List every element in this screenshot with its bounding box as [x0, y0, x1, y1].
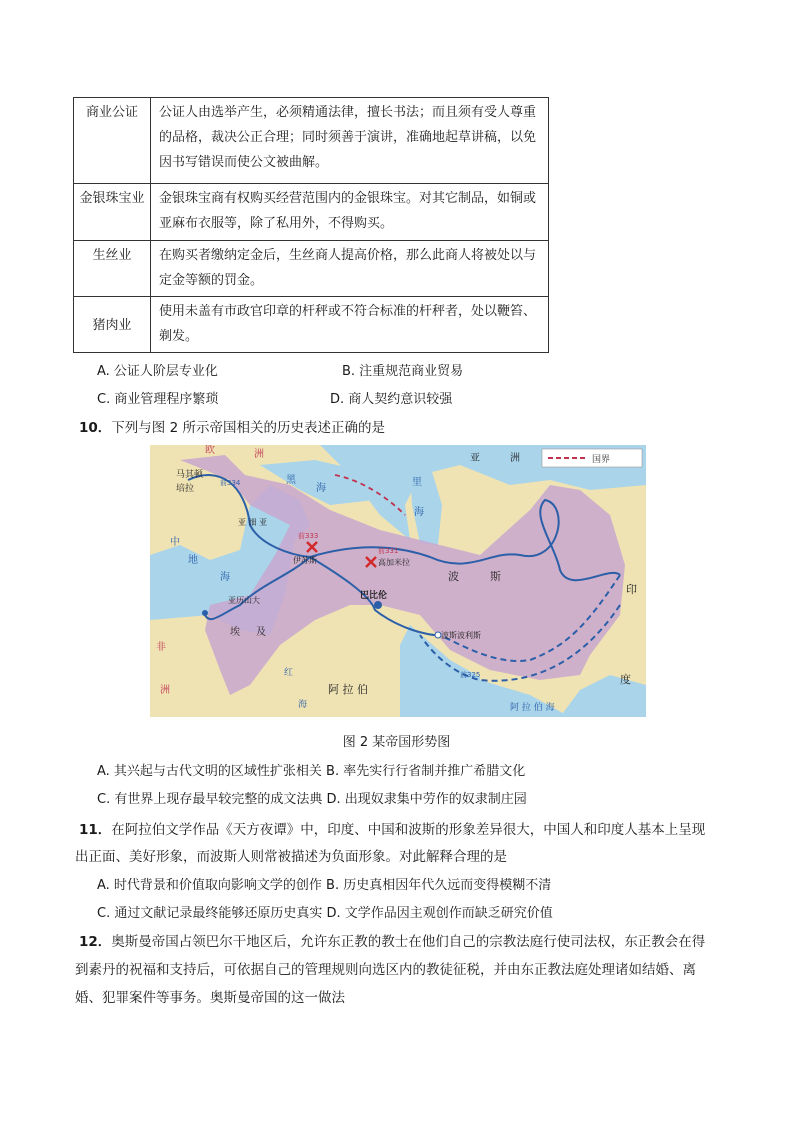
map-label: 海 [316, 483, 326, 494]
map-label: 洲 [254, 449, 264, 460]
table-cell-category: 金银珠宝业 [74, 184, 151, 241]
map-label: 非 [156, 642, 166, 653]
figure-caption: 图 2 某帝国形势图 [342, 735, 451, 750]
question-stem-continued: 到素丹的祝福和支持后，可依据自己的管理规则向选区内的教徒征税，并由东正教法庭处理诸如结婚、离 [75, 962, 696, 978]
map-label: 伊苏斯 [293, 556, 317, 565]
question-12 [79, 930, 705, 950]
map-label: 培拉 [176, 484, 195, 494]
map-label: 前325 [460, 671, 481, 679]
map-label: 洲 [510, 453, 520, 464]
map-label: 海 [414, 507, 424, 518]
map-label: 红 [284, 668, 294, 678]
map-label: 里 [412, 477, 422, 488]
table-row [74, 184, 549, 241]
map-label: 度 [620, 673, 631, 686]
q9-option-b[interactable]: B. 注重规范商业贸易 [342, 364, 464, 379]
table-cell-category: 猪肉业 [74, 297, 151, 353]
q9-option-d[interactable]: D. 商人契约意识较强 [330, 392, 453, 407]
map-label: 地 [188, 555, 198, 566]
map-label: 阿 拉 伯 [328, 683, 368, 696]
map-label: 海 [298, 700, 308, 710]
question-stem: 奥斯曼帝国占领巴尔干地区后，允许东正教的教士在他们自己的宗教法庭行使司法权，东正教会在得 [111, 934, 706, 950]
table-cell-text: 使用未盖有市政官印章的杆秤或不符合标准的杆秤者，处以鞭笞、剃发。 [151, 297, 549, 353]
q10-options-ab[interactable]: A. 其兴起与古代文明的区域性扩张相关 B. 率先实行行省制并推广希腊文化 [97, 764, 526, 779]
table-cell-category: 商业公证 [74, 98, 151, 184]
map-label: 洲 [160, 685, 170, 696]
map-label: 海 [220, 572, 230, 583]
question-stem: 下列与图 2 所示帝国相关的历史表述正确的是 [111, 420, 385, 436]
map-label: 前333 [298, 532, 319, 540]
map-label: 阿 拉 伯 海 [510, 703, 555, 713]
legend-label: 国界 [592, 455, 611, 465]
question-stem: 在阿拉伯文学作品《天方夜谭》中，印度、中国和波斯的形象差异很大，中国人和印度人基本上呈现 [111, 822, 706, 838]
question-stem-continued: 出正面、美好形象，而波斯人则常被描述为负面形象。对此解释合理的是 [75, 849, 507, 865]
question-stem-continued: 婚、犯罪案件等事务。奥斯曼帝国的这一做法 [75, 990, 345, 1006]
regulation-table [73, 97, 549, 353]
map-label: 巴比伦 [360, 591, 388, 601]
table-cell-text: 金银珠宝商有权购买经营范围内的金银珠宝。对其它制品，如铜或亚麻布衣服等，除了私用外，不得购买。 [151, 184, 549, 241]
empire-map [150, 445, 646, 717]
map-label: 黑 [286, 475, 296, 486]
table-cell-text: 在购买者缴纳定金后，生丝商人提高价格，那么此商人将被处以与定金等额的罚金。 [151, 241, 549, 297]
map-label: 欧 [205, 445, 215, 456]
q9-option-c[interactable]: C. 商业管理程序繁琐 [97, 392, 219, 407]
question-number: 12． [79, 934, 112, 950]
q11-options-cd[interactable]: C. 通过文献记录最终能够还原历史真实 D. 文学作品因主观创作而缺乏研究价值 [97, 906, 553, 921]
map-label: 中 [170, 537, 180, 548]
map-label: 埃 [230, 627, 240, 638]
map-label: 前334 [220, 479, 241, 487]
table-cell-category: 生丝业 [74, 241, 151, 297]
map-label: 亚 细 亚 [238, 518, 268, 527]
question-10 [79, 416, 385, 436]
map-label: 波 [448, 570, 459, 583]
table-row [74, 241, 549, 297]
table-row [74, 98, 549, 184]
map-label: 高加米拉 [378, 558, 410, 567]
map-label: 亚历山大 [228, 596, 260, 605]
city-marker [202, 610, 208, 616]
map-label: 亚 [470, 453, 480, 464]
city-marker [374, 601, 382, 609]
map-label: 斯 [490, 570, 501, 583]
q10-options-cd[interactable]: C. 有世界上现存最早较完整的成文法典 D. 出现奴隶集中劳作的奴隶制庄园 [97, 792, 527, 807]
map-label: 马其顿 [176, 470, 204, 480]
map-label: 波斯波利斯 [441, 631, 481, 640]
map-label: 及 [256, 627, 266, 638]
table-row [74, 297, 549, 353]
q9-option-a[interactable]: A. 公证人阶层专业化 [97, 364, 218, 379]
table-cell-text: 公证人由选举产生，必须精通法律，擅长书法；而且须有受人尊重的品格，裁决公正合理；同时须善于演讲，准确地起草讲稿，以免因书写错误而使公文被曲解。 [151, 98, 549, 184]
q11-options-ab[interactable]: A. 时代背景和价值取向影响文学的创作 B. 历史真相因年代久远而变得模糊不清 [97, 878, 552, 893]
map-label: 前331 [378, 547, 399, 555]
question-number: 10． [79, 420, 112, 436]
map-label: 印 [626, 583, 637, 596]
question-11 [79, 818, 705, 838]
question-number: 11． [79, 822, 112, 838]
